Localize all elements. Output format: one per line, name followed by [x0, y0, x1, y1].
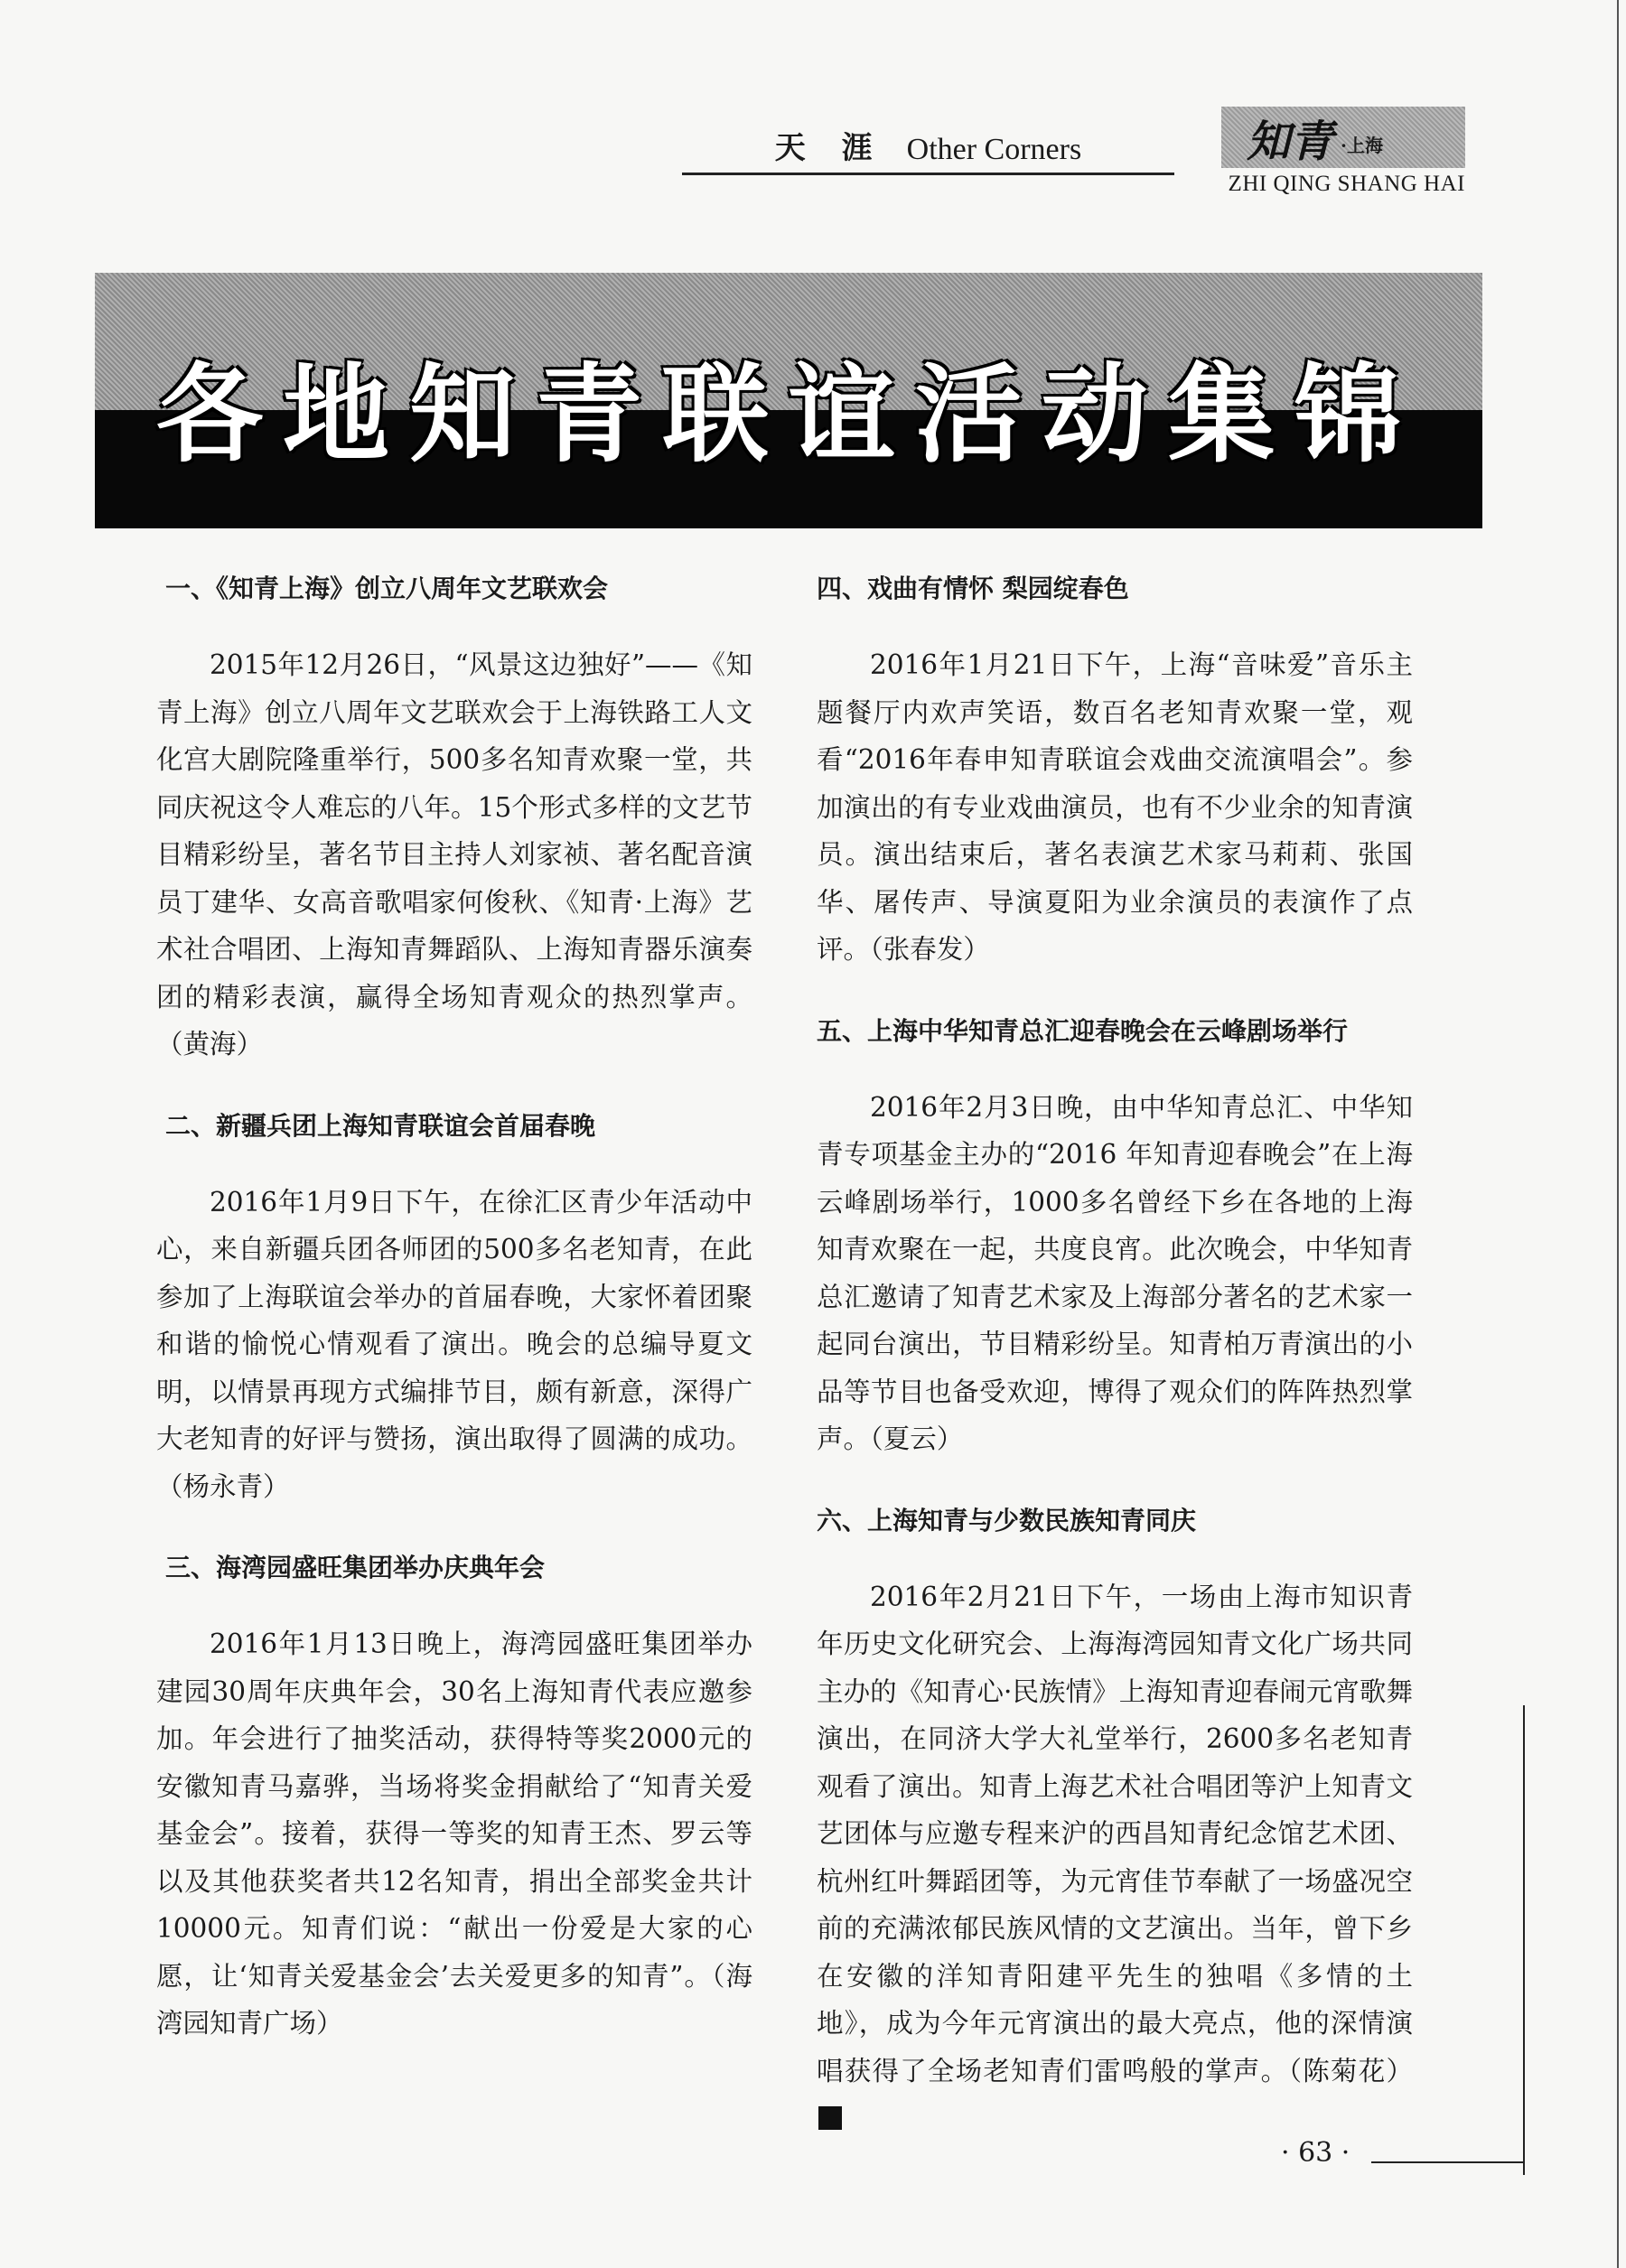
scan-edge-divider [1617, 0, 1619, 2268]
article-3-heading: 三、海湾园盛旺集团举办庆典年会 [165, 1553, 546, 1582]
article-3-body: 2016年1月13日晚上，海湾园盛旺集团举办建园30周年庆典年会，30名上海知青代表应邀参加。年会进行了抽奖活动，获得特等奖2000元的安徽知青马嘉骅，当场将奖金捐献给了“知青关爱基金会”。接着，获得一等奖的知青王杰、罗云等以及其他获奖者共12名知青，捐出全部奖金共计10000元。知青们说：“献出一份爱是大家的心愿，让‘知青关爱基金会’去关爱更多的知青”。（海湾园知青广场） [156, 1629, 752, 2039]
section-title-cn: 天 涯 [774, 130, 885, 166]
page-title: 各地知青联谊活动集锦 [155, 352, 1421, 477]
corner-rule-horizontal [1371, 2161, 1525, 2163]
article-4-body: 2016年1月21日下午，上海“音味爱”音乐主题餐厅内欢声笑语，数百名老知青欢聚一堂，观看“2016年春申知青联谊会戏曲交流演唱会”。参加演出的有专业戏曲演员，也有不少业余的知青演员。演出结束后，著名表演艺术家马莉莉、张国华、屠传声、导演夏阳为业余演员的表演作了点评。（张春发） [817, 649, 1413, 965]
article-2-heading: 二、新疆兵团上海知青联谊会首届春晚 [165, 1110, 596, 1141]
magazine-logo-text: 知青 [1247, 116, 1334, 167]
left-column [156, 571, 752, 2087]
corner-rule-vertical [1523, 1705, 1525, 2175]
article-6-body: 2016年2月21日下午，一场由上海市知识青年历史文化研究会、上海海湾园知青文化广场共同主办的《知青心·民族情》上海知青迎春闹元宵歌舞演出，在同济大学大礼堂举行，2600多名老知青观看了演出。知青上海艺术社合唱团等沪上知青文艺团体与应邀专程来沪的西昌知青纪念馆艺术团、杭州红叶舞蹈团等，为元宵佳节奉献了一场盛况空前的充满浓郁民族风情的文艺演出。当年，曾下乡在安徽的洋知青阳建平先生的独唱《多情的土地》，成为今年元宵演出的最大亮点，他的深情演唱获得了全场老知青们雷鸣般的掌声。（陈菊花） [817, 1581, 1413, 2086]
article-5-body: 2016年2月3日晚，由中华知青总汇、中华知青专项基金主办的“2016 年知青迎春晚会”在上海云峰剧场举行，1000多名曾经下乡在各地的上海知青欢聚在一起，共度良宵。此次晚会，中华知青总汇邀请了知青艺术家及上海部分著名的艺术家一起同台演出，节目精彩纷呈。知青柏万青演出的小品等节目也备受欢迎，博得了观众们的阵阵热烈掌声。（夏云） [817, 1091, 1413, 1454]
section-title-en: Other Corners [906, 133, 1082, 166]
end-mark-icon [818, 2106, 842, 2130]
article-5-heading: 五、上海中华知青总汇迎春晚会在云峰剧场举行 [817, 1015, 1349, 1046]
section-header [682, 125, 1174, 175]
article-4-heading: 四、戏曲有情怀 梨园绽春色 [817, 574, 1129, 603]
right-column [817, 571, 1413, 2182]
page-number: · 63 · [1281, 2137, 1350, 2169]
magazine-logo-suffix: ·上海 [1341, 134, 1383, 156]
article-6-body-wrapper [817, 1573, 1413, 2142]
article-1-heading: 一、《知青上海》创立八周年文艺联欢会 [165, 574, 609, 603]
title-banner [95, 273, 1482, 528]
article-1-body: 2015年12月26日，“风景这边独好”——《知青上海》创立八周年文艺联欢会于上海铁路工人文化宫大剧院隆重举行，500多名知青欢聚一堂，共同庆祝这令人难忘的八年。15个形式多样的文艺节目精彩纷呈，著名节目主持人刘家祯、著名配音演员丁建华、女高音歌唱家何俊秋、《知青·上海》艺术社合唱团、上海知青舞蹈队、上海知青器乐演奏团的精彩表演，赢得全场知青观众的热烈掌声。（黄海） [156, 649, 752, 1059]
magazine-pinyin: ZHI QING SHANG HAI [1228, 172, 1465, 196]
article-2-body: 2016年1月9日下午，在徐汇区青少年活动中心，来自新疆兵团各师团的500多名老知青，在此参加了上海联谊会举办的首届春晚，大家怀着团聚和谐的愉悦心情观看了演出。晚会的总编导夏文明，以情景再现方式编排节目，颇有新意，深得广大老知青的好评与赞扬，演出取得了圆满的成功。（杨永青） [156, 1186, 752, 1502]
magazine-logo [1221, 107, 1465, 168]
article-6-heading: 六、上海知青与少数民族知青同庆 [817, 1505, 1197, 1535]
